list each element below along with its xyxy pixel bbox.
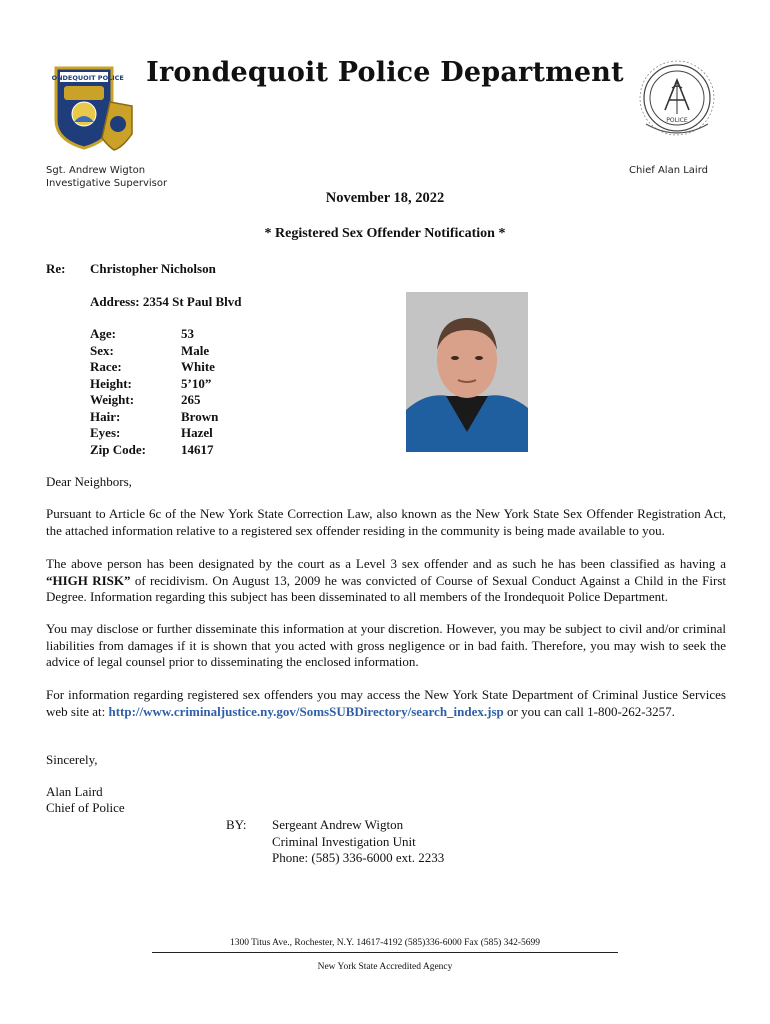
attribute-row: Hair: Brown [90,408,219,424]
paragraph-level-3: The above person has been designated by the court as a Level 3 sex offender and as such he has been classified as having a “HIGH RISK” of recidivism. On August 13, 2009 he was convicted of Course of Sexual Conduct Against a Child in the First Degree. Information regarding this subject has been disseminated to all members of the Irondequoit Police Department. [46,556,727,604]
supervisor-name: Sgt. Andrew Wigton [46,165,146,176]
svg-text:POLICE: POLICE [666,117,688,124]
signer-title: Chief of Police [46,800,125,815]
by-unit: Criminal Investigation Unit [272,833,416,849]
attribute-row: Sex: Male [90,342,210,358]
signer-name: Alan Laird [46,784,103,799]
attribute-row: Eyes: Hazel [90,425,213,440]
subject-name: Christopher Nicholson [90,261,216,276]
chief-name: Chief Alan Laird [629,165,708,176]
paragraph-dcjs-info: For information regarding registered sex offenders you may access the New York State Department of Criminal Justice Services web site at: http://www.criminaljustice.ny.gov/SomsSUBDirectory/search_index.jsp or you can call 1-800-262-3257. [46,687,726,719]
notice-date: November 18, 2022 [325,190,445,206]
supervisor-role: Investigative Supervisor [46,178,168,189]
attribute-row: Height: 5’10” [90,375,212,391]
by-block [272,817,444,867]
paragraph-article-6c: Pursuant to Article 6c of the New York State Correction Law, also known as the New York State Sex Offender Registration Act, the attached information relative to a registered sex offender residing in the community is being made available to you. [46,506,726,538]
page-title: Irondequoit Police Department [146,57,624,88]
footer-divider [152,952,618,953]
footer-address: 1300 Titus Ave., Rochester, N.Y. 14617-4192 (585)336-6000 Fax (585) 342-5699 [229,938,541,948]
greeting: Dear Neighbors, [46,474,132,489]
svg-text:IRONDEQUOIT POLICE: IRONDEQUOIT POLICE [52,74,124,82]
by-name: Sergeant Andrew Wigton [272,817,404,832]
attribute-row: Race: White [90,359,215,374]
re-label: Re: [46,261,66,276]
footer-accreditation: New York State Accredited Agency [317,962,453,972]
attribute-row: Weight: 265 [90,392,201,407]
attribute-row: Zip Code: 14617 [90,441,214,457]
by-phone: Phone: (585) 336-6000 ext. 2233 [272,850,445,865]
subject-attributes [90,326,218,458]
subject-address: Address: 2354 St Paul Blvd [90,294,242,309]
dcjs-website-link[interactable]: http://www.criminaljustice.ny.gov/SomsSUBDirectory/search_index.jsp [108,703,504,719]
closing: Sincerely, [46,752,98,767]
notice-heading: * Registered Sex Offender Notification * [264,226,506,241]
high-risk-text: “HIGH RISK” [46,572,131,588]
attribute-row: Age: 53 [90,326,194,341]
by-label: BY: [226,817,247,832]
paragraph-disclosure: You may disclose or further disseminate this information at your discretion. However, you may be subject to civil and/or criminal liabilities from damages if it is shown that you acted with gross negligence or in bad faith. Therefore, you may wish to seek the advice of legal counsel prior to disseminating the enclosed information. [46,621,726,669]
left-header-block [46,164,167,190]
subject-photo [406,292,528,452]
